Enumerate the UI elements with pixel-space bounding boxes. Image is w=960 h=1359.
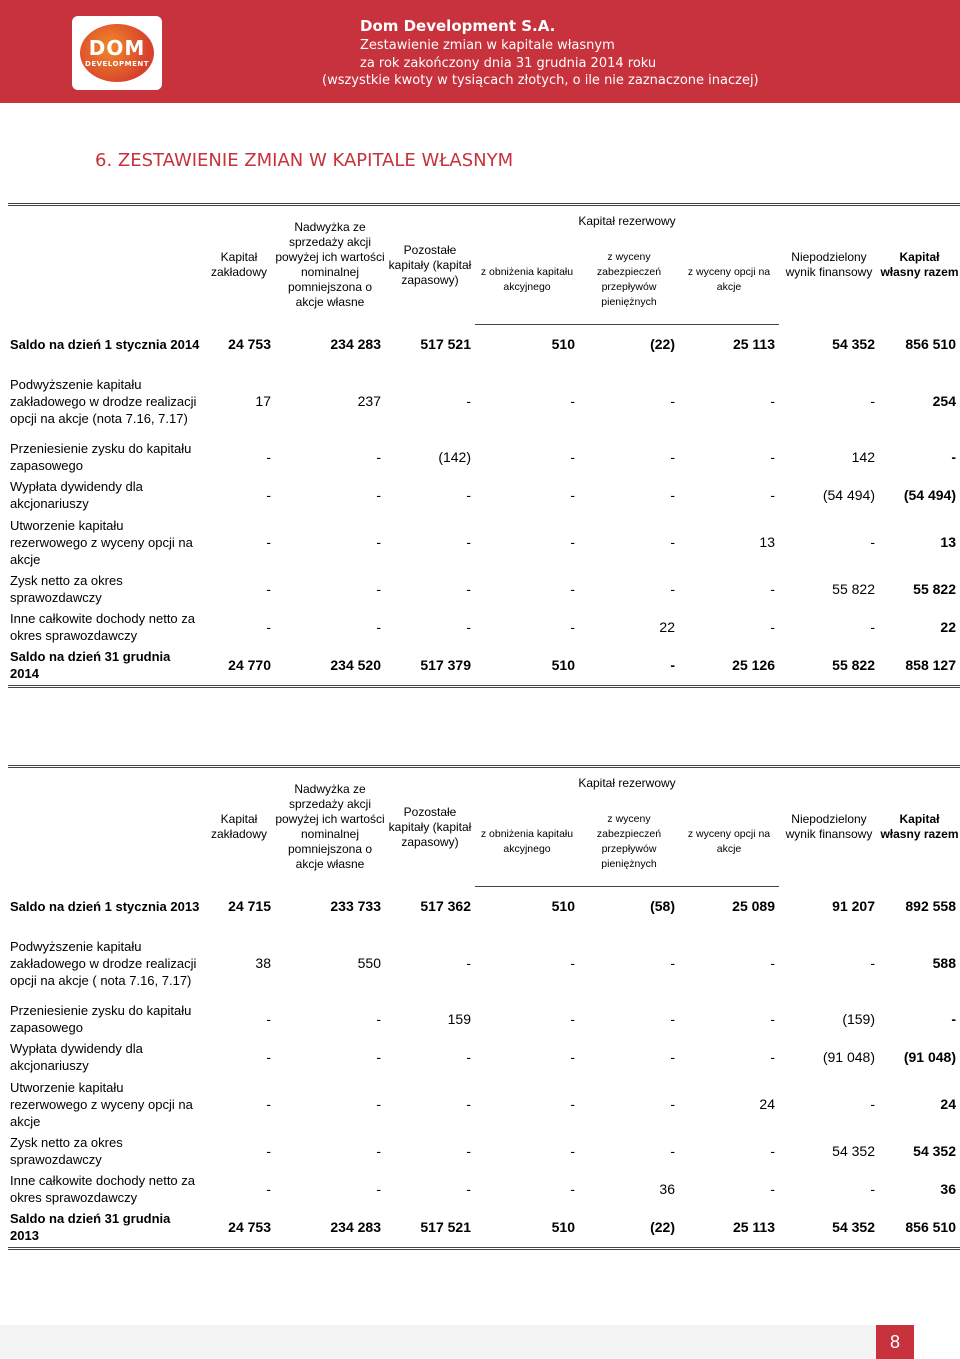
table-row (8, 476, 960, 514)
cell-value: - (466, 1181, 471, 1197)
cell-value: - (266, 619, 271, 635)
cell-value: - (376, 1049, 381, 1065)
cell-value: 54 352 (779, 1208, 879, 1248)
cell-value: - (570, 1181, 575, 1197)
cell-value: 24 (759, 1096, 775, 1112)
row-label: Inne całkowite dochody netto za okres sprawozdawczy (10, 611, 196, 643)
cell-value: 856 510 (879, 1208, 960, 1248)
col-header-c5: z wyceny zabezpieczeń przepływów pieniężnych (579, 798, 679, 886)
row-label: Wypłata dywidendy dla akcjonariuszy (10, 1041, 143, 1073)
header-row (8, 205, 960, 237)
cell-value: - (570, 619, 575, 635)
cell-value: 24 753 (228, 336, 271, 352)
logo-main-text: DOM (88, 36, 146, 60)
cell-value: - (266, 487, 271, 503)
cell-value: 892 558 (905, 898, 956, 914)
cell-value: - (266, 581, 271, 597)
cell-value: - (770, 1011, 775, 1027)
cell-value: 25 126 (679, 646, 779, 686)
cell-value: 234 283 (330, 336, 381, 352)
col-header-c7: Niepodzielony wynik finansowy (779, 205, 879, 325)
cell-value: - (376, 449, 381, 465)
col-header-c5: z wyceny zabezpieczeń przepływów pieniężnych (579, 236, 679, 324)
cell-value: 22 (659, 619, 675, 635)
cell-value: - (770, 1049, 775, 1065)
cell-value: - (570, 581, 575, 597)
cell-value: 25 113 (732, 336, 775, 353)
table-row (8, 1076, 960, 1132)
row-label: Podwyższenie kapitału zakładowego w drodze realizacji opcji na akcje ( nota 7.16, 7.17) (10, 938, 197, 988)
col-header-c8: Kapitał własny razem (879, 767, 960, 887)
cell-value: 54 352 (832, 336, 875, 352)
cell-value: - (870, 955, 875, 971)
cell-value: (91 048) (903, 1049, 956, 1065)
cell-value: - (770, 581, 775, 597)
col-header-group: Kapitał rezerwowy (475, 767, 779, 799)
header-line-1: Zestawienie zmian w kapitale własnym (360, 38, 615, 53)
cell-value: - (376, 1181, 381, 1197)
col-header-c4: z obniżenia kapitału akcyjnego (475, 798, 579, 886)
cell-value: 25 113 (679, 1208, 779, 1248)
cell-value: - (670, 1143, 675, 1159)
row-label: Saldo na dzień 31 grudnia 2014 (8, 646, 203, 686)
cell-value: - (951, 1011, 956, 1027)
table-row (8, 514, 960, 570)
cell-value: - (579, 646, 679, 686)
col-header-c3: Pozostałe kapitały (kapitał zapasowy) (385, 767, 475, 887)
logo-sub-text: DEVELOPMENT (85, 60, 149, 68)
cell-value: - (376, 487, 381, 503)
cell-value: - (466, 581, 471, 597)
header-row (8, 767, 960, 799)
cell-value: - (770, 449, 775, 465)
table-row (8, 608, 960, 646)
table-row (8, 1038, 960, 1076)
cell-value: - (770, 487, 775, 503)
cell-value: - (376, 534, 381, 550)
cell-value: - (570, 487, 575, 503)
cell-value: - (670, 393, 675, 409)
col-header-c2: Nadwyżka ze sprzedaży akcji powyżej ich wartości nominalnej pomniejszona o akcje własne (275, 205, 385, 325)
col-header-c4: z obniżenia kapitału akcyjnego (475, 236, 579, 324)
row-label: Saldo na dzień 1 stycznia 2014 (10, 336, 200, 352)
col-header-group: Kapitał rezerwowy (475, 205, 779, 237)
row-label: Podwyższenie kapitału zakładowego w drodze realizacji opcji na akcje (nota 7.16, 7.17) (10, 376, 197, 426)
cell-value: - (570, 1143, 575, 1159)
col-header-c6: z wyceny opcji na akcje (679, 236, 779, 324)
cell-value: - (770, 955, 775, 971)
cell-value: - (376, 1011, 381, 1027)
row-label: Zysk netto za okres sprawozdawczy (10, 573, 123, 605)
cell-value: 55 822 (779, 646, 879, 686)
cell-value: (22) (579, 1208, 679, 1248)
cell-value: - (376, 581, 381, 597)
cell-value: (22) (650, 336, 675, 353)
cell-value: - (266, 1049, 271, 1065)
col-header-c3: Pozostałe kapitały (kapitał zapasowy) (385, 205, 475, 325)
cell-value: - (770, 1181, 775, 1197)
cell-value: - (376, 1143, 381, 1159)
table-row (8, 1132, 960, 1170)
cell-value: 54 352 (832, 1143, 875, 1159)
cell-value: 234 520 (275, 646, 385, 686)
cell-value: - (570, 1011, 575, 1027)
cell-value: - (466, 534, 471, 550)
row-label: Przeniesienie zysku do kapitału zapasowego (10, 441, 192, 473)
row-label: Zysk netto za okres sprawozdawczy (10, 1135, 123, 1167)
cell-value: 55 822 (913, 581, 956, 597)
cell-value: 13 (759, 534, 775, 550)
col-header-c6: z wyceny opcji na akcje (679, 798, 779, 886)
cell-value: (142) (438, 449, 471, 465)
table-body-2014 (8, 324, 960, 686)
cell-value: - (770, 619, 775, 635)
cell-value: - (466, 619, 471, 635)
cell-value: - (670, 487, 675, 503)
footer-bar (0, 1325, 876, 1359)
cell-value: - (670, 1049, 675, 1065)
cell-value: - (570, 393, 575, 409)
cell-value: - (570, 1096, 575, 1112)
col-header-c7: Niepodzielony wynik finansowy (779, 767, 879, 887)
row-label: Utworzenie kapitału rezerwowego z wyceny opcji na akcje (10, 517, 193, 567)
cell-value: 517 521 (385, 1208, 475, 1248)
cell-value: - (570, 955, 575, 971)
cell-value: - (670, 1096, 675, 1112)
table-body-2013 (8, 886, 960, 1248)
table-row (8, 1170, 960, 1208)
cell-value: - (266, 449, 271, 465)
cell-value: (54 494) (903, 487, 956, 503)
cell-value: - (266, 1143, 271, 1159)
cell-value: - (870, 1181, 875, 1197)
table-row (8, 886, 960, 926)
cell-value: (91 048) (822, 1049, 875, 1065)
header-line-2: za rok zakończony dnia 31 grudnia 2014 roku (360, 56, 657, 71)
cell-value: - (670, 581, 675, 597)
cell-value: 517 379 (385, 646, 475, 686)
cell-value: - (870, 534, 875, 550)
cell-value: - (870, 619, 875, 635)
cell-value: - (466, 393, 471, 409)
cell-value: 237 (357, 393, 381, 409)
cell-value: 510 (475, 1208, 579, 1248)
cell-value: 55 822 (832, 581, 875, 597)
cell-value: - (951, 449, 956, 465)
cell-value: 38 (255, 955, 271, 971)
cell-value: - (266, 1011, 271, 1027)
cell-value: 254 (932, 393, 956, 409)
cell-value: 36 (659, 1181, 675, 1197)
page-number: 8 (876, 1325, 914, 1359)
cell-value: 22 (940, 619, 956, 635)
cell-value: - (376, 619, 381, 635)
cell-value: 24 753 (203, 1208, 275, 1248)
table-row (8, 570, 960, 608)
cell-value: - (770, 393, 775, 409)
cell-value: - (466, 487, 471, 503)
row-label: Utworzenie kapitału rezerwowego z wyceny opcji na akcje (10, 1079, 193, 1129)
cell-value: - (870, 393, 875, 409)
cell-value: 510 (551, 898, 575, 915)
col-header-c8: Kapitał własny razem (879, 205, 960, 325)
header-line-3: (wszystkie kwoty w tysiącach złotych, o ile nie zaznaczone inaczej) (322, 73, 759, 88)
cell-value: 24 (940, 1096, 956, 1112)
table-row (8, 1000, 960, 1038)
table-row (8, 438, 960, 476)
cell-value: 510 (551, 336, 575, 353)
cell-value: 17 (255, 393, 271, 409)
table-row (8, 1208, 960, 1248)
cell-value: 13 (940, 534, 956, 550)
section-title: 6. ZESTAWIENIE ZMIAN W KAPITALE WŁASNYM (95, 150, 514, 171)
cell-value: - (466, 955, 471, 971)
company-logo (72, 16, 162, 90)
cell-value: 54 352 (913, 1143, 956, 1159)
cell-value: 858 127 (879, 646, 960, 686)
cell-value: - (266, 1181, 271, 1197)
col-header-c1: Kapitał zakładowy (203, 767, 275, 887)
cell-value: 510 (475, 646, 579, 686)
cell-value: - (570, 534, 575, 550)
cell-value: - (570, 449, 575, 465)
table-row (8, 926, 960, 1000)
cell-value: - (670, 449, 675, 465)
cell-value: 856 510 (905, 336, 956, 352)
cell-value: 91 207 (832, 898, 875, 914)
cell-value: - (670, 534, 675, 550)
cell-value: (159) (842, 1011, 875, 1027)
cell-value: - (570, 1049, 575, 1065)
col-header-c1: Kapitał zakładowy (203, 205, 275, 325)
cell-value: - (770, 1143, 775, 1159)
row-label: Inne całkowite dochody netto za okres sprawozdawczy (10, 1173, 196, 1205)
cell-value: - (376, 1096, 381, 1112)
cell-value: - (266, 1096, 271, 1112)
row-label: Wypłata dywidendy dla akcjonariuszy (10, 479, 143, 511)
equity-table-2014 (8, 203, 960, 688)
cell-value: - (670, 1011, 675, 1027)
cell-value: - (466, 1143, 471, 1159)
row-label: Saldo na dzień 1 stycznia 2013 (10, 898, 200, 914)
header-company: Dom Development S.A. (360, 17, 556, 35)
cell-value: 24 770 (203, 646, 275, 686)
cell-value: 25 089 (732, 898, 775, 915)
row-label: Saldo na dzień 31 grudnia 2013 (8, 1208, 203, 1248)
equity-table-2013 (8, 765, 960, 1250)
cell-value: 142 (851, 449, 875, 465)
cell-value: 234 283 (275, 1208, 385, 1248)
cell-value: - (670, 955, 675, 971)
cell-value: 36 (940, 1181, 956, 1197)
cell-value: - (466, 1049, 471, 1065)
cell-value: 517 362 (420, 898, 471, 914)
cell-value: (54 494) (822, 487, 875, 503)
cell-value: 517 521 (420, 336, 471, 352)
table-row (8, 646, 960, 686)
cell-value: - (870, 1096, 875, 1112)
cell-value: 159 (447, 1011, 471, 1027)
cell-value: (58) (650, 898, 675, 915)
table-row (8, 364, 960, 438)
cell-value: 588 (932, 955, 956, 971)
cell-value: 233 733 (330, 898, 381, 914)
cell-value: - (466, 1096, 471, 1112)
table-row (8, 324, 960, 364)
cell-value: 24 715 (228, 898, 271, 914)
cell-value: - (266, 534, 271, 550)
col-header-c2: Nadwyżka ze sprzedaży akcji powyżej ich wartości nominalnej pomniejszona o akcje własne (275, 767, 385, 887)
cell-value: 550 (357, 955, 381, 971)
row-label: Przeniesienie zysku do kapitału zapasowego (10, 1003, 192, 1035)
